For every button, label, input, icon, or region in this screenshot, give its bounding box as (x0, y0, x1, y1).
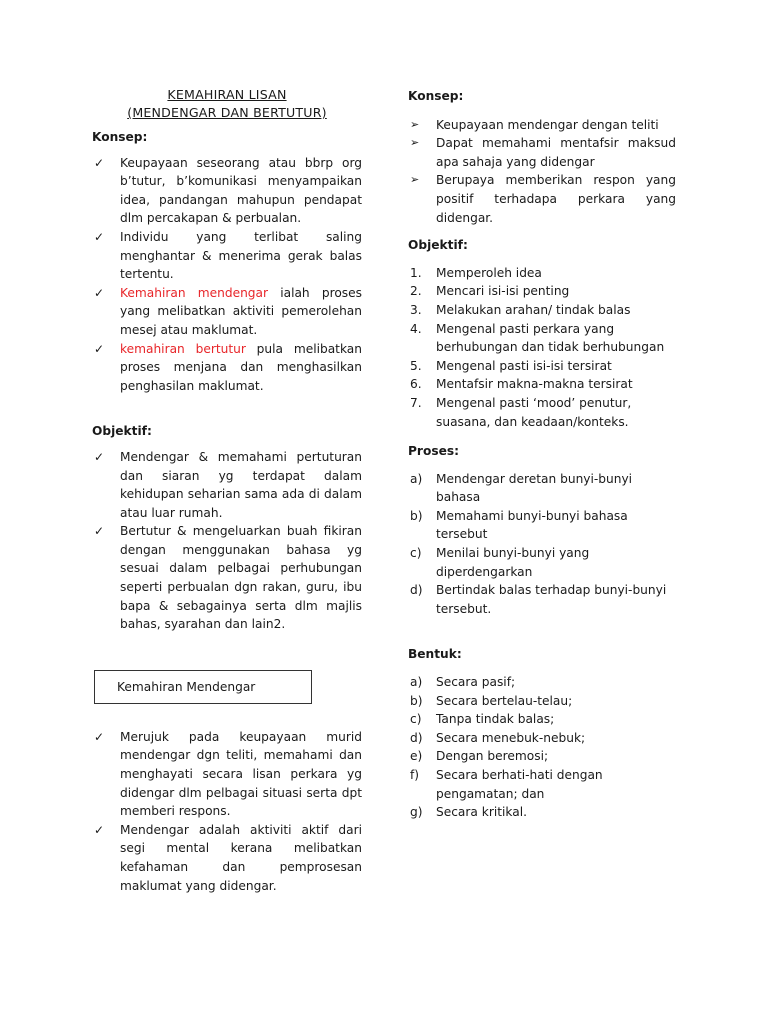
title-line-1: KEMAHIRAN LISAN (167, 87, 287, 102)
list-item-text: Tanpa tindak balas; (436, 712, 555, 727)
list-item (408, 747, 676, 766)
list-item-text: Mengenal pasti perkara yang berhubungan dan tidak berhubungan (436, 321, 665, 355)
list-item (92, 728, 362, 821)
objektif-list-left (92, 448, 362, 634)
arrow-bullet-icon: ➢ (410, 173, 420, 187)
list-item (92, 154, 362, 228)
item-letter: c) (410, 712, 422, 727)
document-title (92, 86, 362, 122)
objektif-list-right (408, 264, 676, 431)
check-icon: ✓ (94, 229, 105, 244)
item-letter: a) (410, 675, 423, 690)
check-icon: ✓ (94, 449, 105, 464)
right-column (408, 87, 676, 822)
list-item (92, 284, 362, 340)
check-icon: ✓ (94, 341, 105, 356)
check-icon: ✓ (94, 524, 105, 539)
list-item (92, 340, 362, 396)
item-number: 1. (410, 265, 422, 280)
check-icon: ✓ (94, 729, 105, 744)
list-item-text: Merujuk pada keupayaan murid mendengar dgn teliti, memahami dan menghayati secara lisan perkara yg didengar dlm pelbagai situasi serta dpt memberi respons. (120, 729, 362, 819)
list-item-text: pula melibatkan proses menjana dan menghasilkan penghasilan maklumat. (120, 341, 362, 393)
list-item-text: Memperoleh idea (436, 265, 542, 280)
item-letter: b) (410, 693, 423, 708)
box-label: Kemahiran Mendengar (117, 679, 256, 694)
item-letter: f) (410, 768, 420, 782)
list-item-text: Mencari isi-isi penting (436, 284, 570, 299)
item-number: 3. (410, 302, 422, 317)
list-item-text: Secara kritikal. (436, 805, 527, 820)
list-item-text: Memahami bunyi-bunyi bahasa tersebut (436, 508, 628, 542)
item-number: 2. (410, 284, 422, 299)
list-item-text: Mendengar deretan bunyi-bunyi bahasa (436, 471, 633, 505)
list-item (408, 692, 676, 711)
konsep-heading-right: Konsep: (408, 89, 464, 103)
proses-heading: Proses: (408, 444, 459, 459)
list-item (408, 357, 676, 376)
list-item-text: Secara berhati-hati dengan pengamatan; dan (436, 768, 603, 801)
arrow-bullet-icon: ➢ (410, 136, 420, 150)
item-letter: c) (410, 546, 422, 561)
list-item (408, 116, 676, 135)
list-item-text: Mengenal pasti isi-isi tersirat (436, 358, 612, 373)
konsep-list-right (408, 116, 676, 228)
list-item (92, 228, 362, 284)
list-item-text: Mendengar adalah aktiviti aktif dari segi mental kerana melibatkan kefahaman dan pemprosesan maklumat yang didengar. (120, 822, 362, 893)
list-item-text: Keupayaan mendengar dengan teliti (436, 117, 659, 132)
list-item-text: Menilai bunyi-bunyi yang diperdengarkan (436, 546, 590, 579)
title-line-2: (MENDENGAR DAN BERTUTUR) (127, 105, 327, 120)
list-item (408, 470, 676, 507)
item-number: 5. (410, 358, 422, 373)
item-number: 7. (410, 395, 422, 410)
list-item (408, 507, 676, 544)
list-item (92, 821, 362, 895)
list-item (92, 448, 362, 522)
highlight-text: Kemahiran mendengar (120, 285, 269, 300)
list-item-text: ialah proses yang melibatkan aktiviti pemerolehan mesej atau maklumat. (120, 285, 362, 337)
list-item-text: Secara pasif; (436, 675, 516, 690)
highlight-text: kemahiran bertutur (120, 341, 246, 356)
list-item (408, 282, 676, 301)
list-item (408, 171, 676, 227)
list-item-text: Keupayaan seseorang atau bbrp org b’tutur, b’komunikasi menyampaikan idea, pandangan mahupun pendapat dlm percakapan & perbualan. (120, 155, 362, 226)
arrow-bullet-icon: ➢ (410, 117, 420, 131)
item-letter: e) (410, 749, 423, 764)
item-letter: d) (410, 730, 423, 745)
list-item (408, 264, 676, 283)
list-item (408, 301, 676, 320)
list-item (408, 320, 676, 357)
check-icon: ✓ (94, 155, 105, 170)
list-item-text: Bertindak balas terhadap bunyi-bunyi tersebut. (436, 583, 667, 616)
list-item-text: Bertutur & mengeluarkan buah fikiran dengan menggunakan bahasa yg sesuai dalam pelbagai perhubungan seperti perbualan dgn rakan, guru, ibu bapa & sebagainya serta dlm majlis bahas, syarahan dan lain2. (120, 524, 362, 632)
item-letter: d) (410, 583, 423, 598)
list-item (408, 710, 676, 729)
konsep-heading-left: Konsep: (92, 130, 148, 144)
list-item-text: Secara bertelau-telau; (436, 693, 573, 708)
list-item (92, 522, 362, 634)
list-item (408, 394, 676, 431)
check-icon: ✓ (94, 285, 105, 300)
mendengar-list (92, 728, 362, 895)
item-letter: b) (410, 508, 423, 523)
list-item-text: Individu yang terlibat saling menghantar & menerima gerak balas tertentu. (120, 229, 362, 282)
list-item-text: Melakukan arahan/ tindak balas (436, 302, 631, 317)
list-item (408, 673, 676, 692)
kemahiran-mendengar-box (94, 670, 312, 704)
bentuk-list (408, 673, 676, 822)
list-item-text: Mengenal pasti ‘mood’ penutur, suasana, dan keadaan/konteks. (436, 395, 632, 429)
konsep-list-left (92, 154, 362, 396)
item-letter: a) (410, 471, 423, 486)
list-item-text: Mendengar & memahami pertuturan dan siaran yg terdapat dalam kehidupan seharian sama ada di dalam atau luar rumah. (120, 449, 362, 520)
bentuk-heading: Bentuk: (408, 647, 462, 662)
left-column (92, 86, 362, 895)
item-letter: g) (410, 805, 423, 820)
objektif-heading-left: Objektif: (92, 424, 152, 439)
list-item-text: Dengan beremosi; (436, 749, 549, 764)
item-number: 4. (410, 321, 422, 336)
list-item (408, 766, 676, 803)
list-item (408, 544, 676, 581)
proses-list (408, 470, 676, 619)
list-item-text: Dapat memahami mentafsir maksud apa sahaja yang didengar (436, 136, 676, 169)
list-item (408, 134, 676, 171)
check-icon: ✓ (94, 822, 105, 837)
objektif-heading-right: Objektif: (408, 238, 468, 253)
list-item (408, 729, 676, 748)
list-item-text: Berupaya memberikan respon yang positif terhadapa perkara yang didengar. (436, 173, 676, 225)
item-number: 6. (410, 377, 422, 392)
list-item-text: Secara menebuk-nebuk; (436, 730, 586, 745)
list-item (408, 803, 676, 822)
list-item-text: Mentafsir makna-makna tersirat (436, 377, 633, 392)
list-item (408, 375, 676, 394)
list-item (408, 581, 676, 618)
